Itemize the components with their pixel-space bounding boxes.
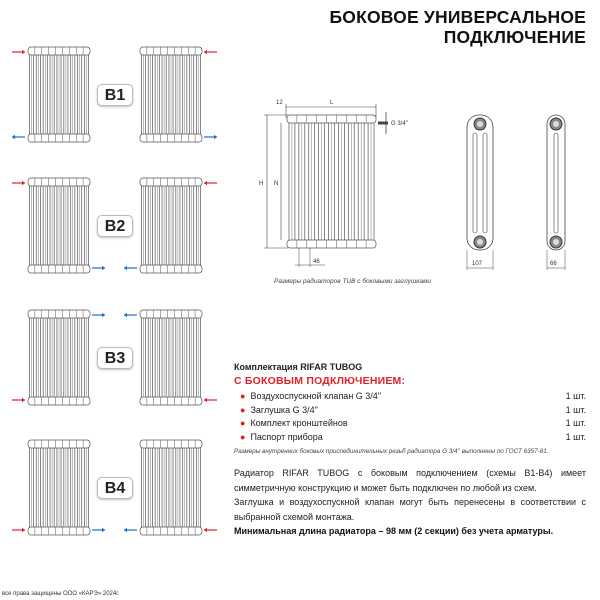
return-arrow-icon bbox=[124, 313, 137, 317]
return-arrow-icon bbox=[124, 266, 137, 270]
dim-thread: G 3/4'' bbox=[391, 121, 408, 127]
scheme-label-b4: B4 bbox=[97, 477, 133, 499]
radiator-icon bbox=[140, 310, 202, 405]
kit-heading: Комплектация RIFAR TUBOG bbox=[234, 362, 363, 372]
radiator-icon bbox=[28, 310, 90, 405]
supply-arrow-icon bbox=[204, 50, 217, 54]
return-arrow-icon bbox=[12, 135, 25, 139]
dim-12: 12 bbox=[276, 100, 283, 106]
list-item: ● Заглушка G 3/4'' 1 шт. bbox=[240, 404, 586, 415]
radiator-icon bbox=[28, 178, 90, 273]
bullet-icon: ● bbox=[240, 391, 246, 401]
dim-H: H bbox=[259, 181, 264, 187]
scheme-label-b1: B1 bbox=[97, 84, 133, 106]
supply-arrow-icon bbox=[12, 398, 25, 402]
radiator-side-view-2-column bbox=[547, 115, 565, 270]
radiator-icon bbox=[140, 47, 202, 142]
return-arrow-icon bbox=[92, 266, 105, 270]
radiator-icon bbox=[140, 440, 202, 535]
radiator-icon bbox=[28, 47, 90, 142]
dim-107: 107 bbox=[472, 261, 483, 267]
dim-L: L bbox=[330, 100, 334, 106]
bullet-icon: ● bbox=[240, 404, 246, 415]
kit-section bbox=[234, 362, 586, 455]
supply-arrow-icon bbox=[204, 181, 217, 185]
return-arrow-icon bbox=[124, 528, 137, 532]
dim-66: 66 bbox=[550, 261, 557, 267]
list-item: ● Паспорт прибора 1 шт. bbox=[240, 431, 586, 442]
drawing-caption: Размеры радиаторов TUB с боковыми заглушками bbox=[274, 278, 432, 285]
copyright: все права защищены ООО «КАРЭ» 2024г. bbox=[2, 591, 120, 597]
description: Радиатор RIFAR TUBOG с боковым подключением (схемы В1-В4) имеет симметричную конструкцию и может быть подключен по любой из схем. Заглушка и воздухоспускной клапан могут быть перенесены в соответствии с выбранной схемой монтажа. Минимальная длина радиатора – 98 мм (2 секции) без учета арматуры. bbox=[234, 468, 586, 536]
bullet-icon: ● bbox=[240, 418, 246, 428]
kit-note: Размеры внутренних боковых присоединительных резьб радиатора G 3/4'' выполнены по ГОСТ 6357-81. bbox=[234, 448, 549, 455]
kit-subheading: С БОКОВЫМ ПОДКЛЮЧЕНИЕМ: bbox=[234, 375, 406, 387]
dim-46: 46 bbox=[313, 259, 320, 265]
radiator-icon bbox=[287, 115, 376, 248]
radiator-icon bbox=[28, 440, 90, 535]
return-arrow-icon bbox=[92, 528, 105, 532]
radiator-icon bbox=[140, 178, 202, 273]
supply-arrow-icon bbox=[204, 528, 217, 532]
dim-N: N bbox=[274, 181, 279, 187]
radiator-side-view-3-column bbox=[467, 115, 493, 270]
list-item: ● Воздухоспускной клапан G 3/4'' 1 шт. bbox=[240, 391, 586, 401]
list-item: ● Комплект кронштейнов 1 шт. bbox=[240, 418, 586, 428]
scheme-label-b3: B3 bbox=[97, 347, 133, 369]
bullet-icon: ● bbox=[240, 431, 246, 442]
scheme-label-b2: B2 bbox=[97, 215, 133, 237]
return-arrow-icon bbox=[92, 313, 105, 317]
radiator-front-view bbox=[287, 115, 376, 248]
supply-arrow-icon bbox=[204, 398, 217, 402]
return-arrow-icon bbox=[204, 135, 217, 139]
supply-arrow-icon bbox=[12, 50, 25, 54]
kit-list bbox=[234, 390, 586, 444]
supply-arrow-icon bbox=[12, 181, 25, 185]
dimension-drawing bbox=[250, 90, 600, 290]
supply-arrow-icon bbox=[12, 528, 25, 532]
page-title: БОКОВОЕ УНИВЕРСАЛЬНОЕ ПОДКЛЮЧЕНИЕ bbox=[329, 7, 586, 47]
